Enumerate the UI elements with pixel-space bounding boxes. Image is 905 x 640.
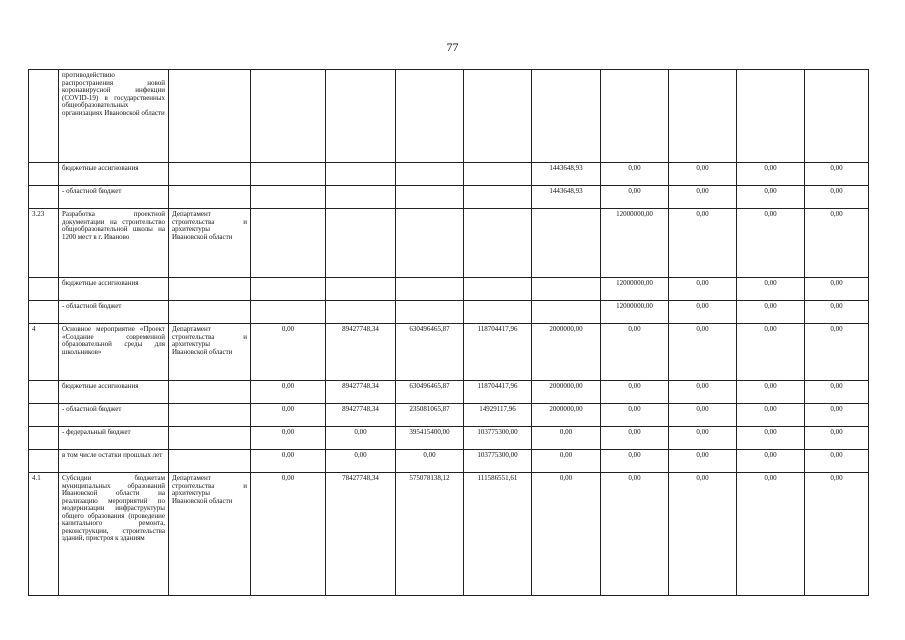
row-value-cell: 0,00: [737, 450, 805, 473]
row-number-cell: [29, 381, 59, 404]
row-name-cell: бюджетные ассигнования: [59, 381, 169, 404]
row-value-cell: 111586551,61: [464, 473, 532, 596]
row-value-cell: [601, 70, 669, 163]
row-value-cell: 0,00: [737, 278, 805, 301]
table-row: [29, 186, 869, 209]
row-value-cell: 0,00: [669, 324, 737, 381]
row-name-cell: бюджетные ассигнования: [59, 278, 169, 301]
row-department-cell: [169, 163, 251, 186]
row-value-cell: 395415400,00: [396, 427, 464, 450]
row-value-cell: 0,00: [805, 381, 869, 404]
row-department-cell: Департамент строительства и архитектуры Ивановской области: [169, 473, 251, 596]
row-number-cell: [29, 427, 59, 450]
row-value-cell: 0,00: [805, 209, 869, 278]
row-value-cell: 0,00: [669, 404, 737, 427]
table-row: [29, 163, 869, 186]
row-value-cell: 0,00: [669, 278, 737, 301]
row-value-cell: 0,00: [251, 427, 326, 450]
row-value-cell: 0,00: [737, 209, 805, 278]
row-value-cell: [396, 209, 464, 278]
row-value-cell: 2000000,00: [532, 404, 601, 427]
row-value-cell: 0,00: [669, 209, 737, 278]
row-value-cell: 0,00: [805, 301, 869, 324]
row-value-cell: 0,00: [532, 450, 601, 473]
row-value-cell: 0,00: [669, 163, 737, 186]
page-number: 77: [446, 40, 459, 54]
table-row: [29, 450, 869, 473]
row-value-cell: 0,00: [805, 473, 869, 596]
row-value-cell: 0,00: [532, 427, 601, 450]
row-value-cell: 12000000,00: [601, 209, 669, 278]
row-name-cell: - областной бюджет: [59, 301, 169, 324]
row-value-cell: [532, 70, 601, 163]
row-value-cell: 630496465,87: [396, 324, 464, 381]
row-value-cell: 0,00: [601, 427, 669, 450]
row-value-cell: 0,00: [601, 324, 669, 381]
row-value-cell: [251, 163, 326, 186]
row-number-cell: [29, 278, 59, 301]
row-department-cell: [169, 427, 251, 450]
row-value-cell: [251, 301, 326, 324]
row-value-cell: 575078138,12: [396, 473, 464, 596]
table-row: [29, 278, 869, 301]
row-value-cell: [737, 70, 805, 163]
row-value-cell: [326, 70, 396, 163]
row-value-cell: [326, 163, 396, 186]
row-value-cell: 0,00: [251, 404, 326, 427]
row-value-cell: [326, 186, 396, 209]
budget-table: [28, 69, 869, 596]
row-value-cell: 103775300,00: [464, 450, 532, 473]
row-number-cell: [29, 186, 59, 209]
row-value-cell: 0,00: [805, 324, 869, 381]
row-value-cell: 0,00: [601, 450, 669, 473]
row-value-cell: 0,00: [251, 473, 326, 596]
table-row: [29, 324, 869, 381]
row-value-cell: 0,00: [669, 381, 737, 404]
row-name-cell: Разработка проектной документации на строительство общеобразовательной школы на 1200 мест в г. Иваново: [59, 209, 169, 278]
row-value-cell: [396, 70, 464, 163]
row-value-cell: [396, 186, 464, 209]
row-department-cell: Департамент строительства и архитектуры Ивановской области: [169, 209, 251, 278]
row-value-cell: 0,00: [669, 473, 737, 596]
table-row: [29, 427, 869, 450]
row-value-cell: 0,00: [737, 404, 805, 427]
row-department-cell: [169, 70, 251, 163]
row-value-cell: [464, 278, 532, 301]
row-value-cell: 0,00: [251, 324, 326, 381]
row-value-cell: 2000000,00: [532, 324, 601, 381]
table-row: [29, 404, 869, 427]
row-department-cell: [169, 278, 251, 301]
row-value-cell: 78427748,34: [326, 473, 396, 596]
row-value-cell: 2000000,00: [532, 381, 601, 404]
row-value-cell: 0,00: [251, 381, 326, 404]
row-value-cell: [464, 70, 532, 163]
row-value-cell: 89427748,34: [326, 381, 396, 404]
row-value-cell: 235081065,87: [396, 404, 464, 427]
row-value-cell: [464, 186, 532, 209]
row-name-cell: - областной бюджет: [59, 404, 169, 427]
row-value-cell: 0,00: [326, 427, 396, 450]
row-value-cell: 118704417,96: [464, 381, 532, 404]
row-name-cell: бюджетные ассигнования: [59, 163, 169, 186]
table-row: [29, 473, 869, 596]
row-value-cell: 0,00: [669, 301, 737, 324]
row-value-cell: [251, 70, 326, 163]
row-value-cell: 0,00: [601, 473, 669, 596]
row-value-cell: 630496465,87: [396, 381, 464, 404]
row-value-cell: 12000000,00: [601, 278, 669, 301]
row-value-cell: 14929117,96: [464, 404, 532, 427]
row-number-cell: [29, 163, 59, 186]
table-row: [29, 70, 869, 163]
row-value-cell: 0,00: [326, 450, 396, 473]
row-name-cell: Субсидии бюджетам муниципальных образований Ивановской области на реализацию мероприятий по модернизации инфраструктуры общего образования (проведение капитального ремонта, реконструкции, строительства зданий, пристроя к зданиям: [59, 473, 169, 596]
row-name-cell: - областной бюджет: [59, 186, 169, 209]
row-value-cell: 0,00: [805, 450, 869, 473]
row-value-cell: 0,00: [251, 450, 326, 473]
row-value-cell: 0,00: [805, 278, 869, 301]
row-name-cell: в том числе остатки прошлых лет: [59, 450, 169, 473]
row-value-cell: 0,00: [396, 450, 464, 473]
row-value-cell: 0,00: [669, 186, 737, 209]
row-value-cell: [532, 209, 601, 278]
row-value-cell: [464, 163, 532, 186]
row-value-cell: 0,00: [737, 473, 805, 596]
row-value-cell: [532, 278, 601, 301]
row-value-cell: 0,00: [601, 163, 669, 186]
row-value-cell: 12000000,00: [601, 301, 669, 324]
row-value-cell: 0,00: [601, 381, 669, 404]
table-row: [29, 301, 869, 324]
row-number-cell: [29, 404, 59, 427]
row-value-cell: 0,00: [737, 427, 805, 450]
row-department-cell: [169, 404, 251, 427]
row-value-cell: [396, 278, 464, 301]
row-number-cell: 4.1: [29, 473, 59, 596]
row-value-cell: 89427748,34: [326, 404, 396, 427]
table-row: [29, 381, 869, 404]
row-number-cell: 4: [29, 324, 59, 381]
row-value-cell: 0,00: [805, 427, 869, 450]
table-body: [29, 70, 869, 596]
row-value-cell: [396, 163, 464, 186]
row-number-cell: [29, 450, 59, 473]
row-value-cell: [396, 301, 464, 324]
row-value-cell: [326, 209, 396, 278]
row-value-cell: [464, 301, 532, 324]
row-value-cell: 1443648,93: [532, 163, 601, 186]
row-value-cell: 0,00: [601, 186, 669, 209]
row-value-cell: 0,00: [805, 186, 869, 209]
row-value-cell: 0,00: [601, 404, 669, 427]
row-value-cell: [326, 301, 396, 324]
row-value-cell: 0,00: [737, 163, 805, 186]
table-row: [29, 209, 869, 278]
row-value-cell: 0,00: [737, 301, 805, 324]
row-value-cell: [251, 278, 326, 301]
row-value-cell: 0,00: [737, 324, 805, 381]
row-value-cell: [464, 209, 532, 278]
row-value-cell: [532, 301, 601, 324]
row-value-cell: 89427748,34: [326, 324, 396, 381]
row-value-cell: 0,00: [669, 427, 737, 450]
row-department-cell: [169, 301, 251, 324]
row-value-cell: [251, 186, 326, 209]
row-value-cell: 0,00: [805, 163, 869, 186]
row-department-cell: [169, 381, 251, 404]
row-value-cell: 0,00: [805, 404, 869, 427]
row-value-cell: 118704417,96: [464, 324, 532, 381]
row-value-cell: 0,00: [669, 450, 737, 473]
row-number-cell: [29, 70, 59, 163]
row-value-cell: 0,00: [737, 381, 805, 404]
row-value-cell: 0,00: [737, 186, 805, 209]
row-value-cell: 0,00: [532, 473, 601, 596]
row-number-cell: [29, 301, 59, 324]
row-value-cell: [326, 278, 396, 301]
row-name-cell: противодействию распространения новой коронавирусной инфекции (COVID-19) в государственных общеобразовательных организациях Ивановской области: [59, 70, 169, 163]
row-value-cell: [805, 70, 869, 163]
row-number-cell: 3.23: [29, 209, 59, 278]
row-value-cell: [251, 209, 326, 278]
row-value-cell: [669, 70, 737, 163]
row-department-cell: Департамент строительства и архитектуры Ивановской области: [169, 324, 251, 381]
row-department-cell: [169, 450, 251, 473]
row-department-cell: [169, 186, 251, 209]
row-name-cell: Основное мероприятие «Проект «Создание современной образовательной среды для школьников»: [59, 324, 169, 381]
row-name-cell: - федеральный бюджет: [59, 427, 169, 450]
row-value-cell: 1443648,93: [532, 186, 601, 209]
row-value-cell: 103775300,00: [464, 427, 532, 450]
